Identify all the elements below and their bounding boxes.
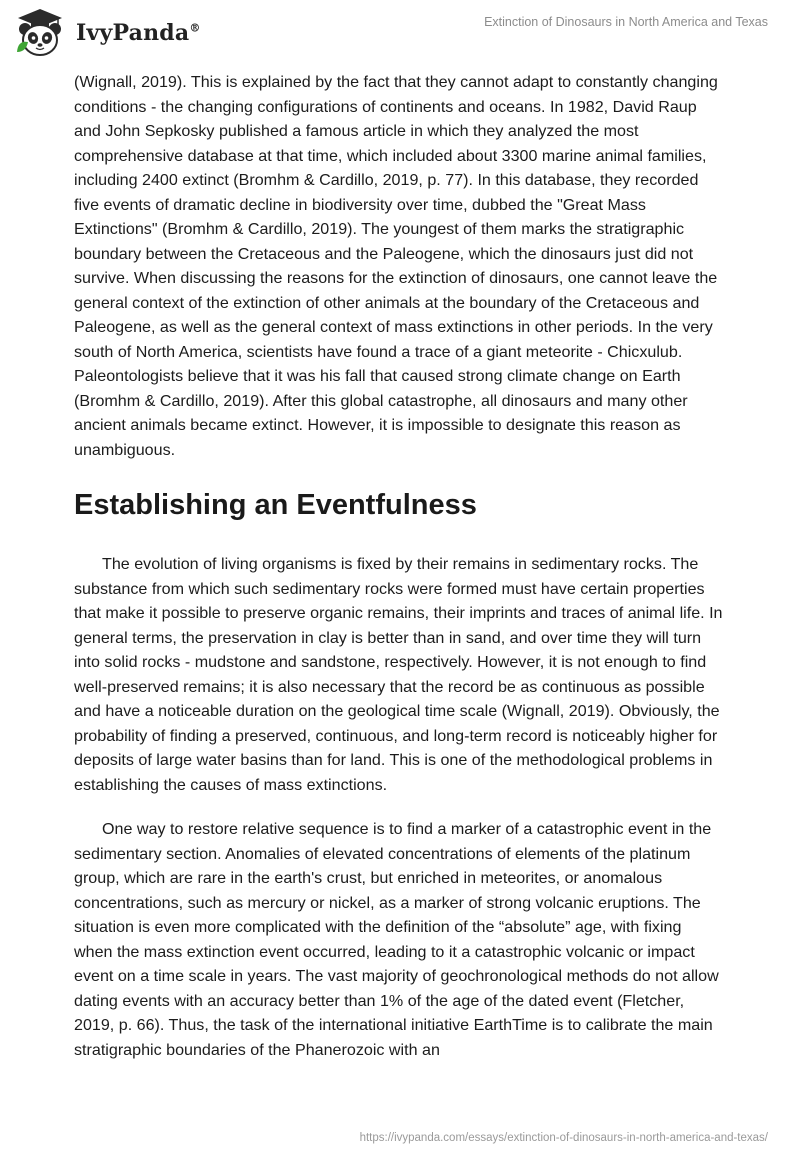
brand-logo[interactable] xyxy=(14,8,201,58)
section-heading: Establishing an Eventfulness xyxy=(74,489,477,521)
registered-mark: ® xyxy=(189,21,201,35)
paragraph-evolution-record: The evolution of living organisms is fixed by their remains in sedimentary rocks. The substance from which such sedimentary rocks were formed must have certain properties that make it possible to preserve organic remains, their imprints and traces of animal life. In general terms, the preservation in clay is better than in sand, and over time they will turn into solid rocks - mudstone and sandstone, respectively. However, it is not enough to find well-preserved remains; it is also necessary that the record be as continuous as possible and have a noticeable duration on the geological time scale (Wignall, 2019). Obviously, the probability of finding a preserved, continuous, and long-term record is noticeably higher for deposits of large water basins than for land. This is one of the methodological problems in establishing the causes of mass extinctions. xyxy=(74,555,723,794)
essay-body xyxy=(74,70,724,1062)
source-url[interactable]: https://ivypanda.com/essays/extinction-of-dinosaurs-in-north-america-and-texas/ xyxy=(359,1132,768,1144)
paragraph-continuation: (Wignall, 2019). This is explained by the fact that they cannot adapt to constantly changing conditions - the changing configurations of continents and oceans. In 1982, David Raup and John Sepkosky published a famous article in which they analyzed the most comprehensive database at that time, which included about 3300 marine animal families, including 2400 extinct (Bromhm & Cardillo, 2019, p. 77). In this database, they recorded five events of dramatic decline in biodiversity over time, dubbed the "Great Mass Extinctions" (Bromhm & Cardillo, 2019). The youngest of them marks the stratigraphic boundary between the Cretaceous and the Paleogene, which the dinosaurs just did not survive. When discussing the reasons for the extinction of dinosaurs, one cannot leave the general context of the extinction of other animals at the boundary of the Cretaceous and Paleogene, as well as the general context of mass extinctions in other periods. In the very south of North America, scientists have found a trace of a giant meteorite - Chicxulub. Paleontologists believe that it was his fall that caused strong climate change on Earth (Bromhm & Cardillo, 2019). After this global catastrophe, all dinosaurs and many other ancient animals became extinct. However, it is impossible to designate this reason as unambiguous. xyxy=(74,73,718,459)
page-header xyxy=(0,0,800,60)
brand-name: IvyPanda® xyxy=(76,20,201,46)
document-title: Extinction of Dinosaurs in North America and Texas xyxy=(484,15,768,29)
panda-mascot-icon xyxy=(14,8,66,58)
paragraph-relative-sequence: One way to restore relative sequence is to find a marker of a catastrophic event in the sedimentary section. Anomalies of elevated concentrations of elements of the platinum group, which are rare in the earth's crust, but enriched in meteorites, or anomalous concentrations, such as mercury or nickel, as a marker of strong volcanic eruptions. The situation is even more complicated with the definition of the “absolute” age, with fixing when the mass extinction event occurred, leading to it a catastrophic volcanic or impact event on a time scale in years. The vast majority of geochronological methods do not allow dating events with an accuracy better than 1% of the age of the dated event (Fletcher, 2019, p. 66). Thus, the task of the international initiative EarthTime is to calibrate the main stratigraphic boundaries of the Phanerozoic with an xyxy=(74,820,719,1059)
